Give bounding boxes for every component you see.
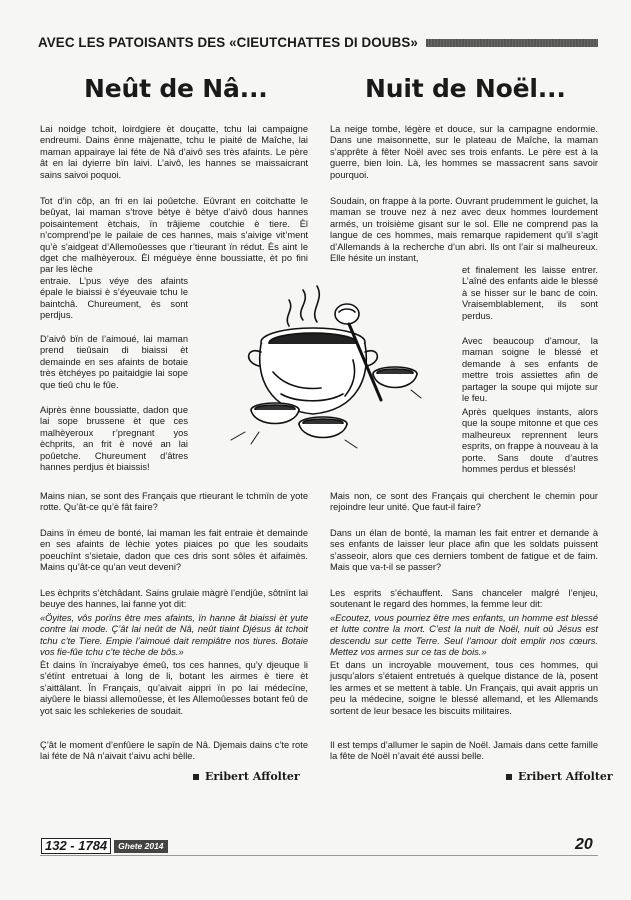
soup-pot-with-bowls-icon [225, 282, 425, 452]
section-title: AVEC LES PATOISANTS DES «CIEUTCHATTES DI DOUBS» [38, 34, 418, 50]
footer-rule [40, 855, 598, 856]
french-quote: «Ecoutez, vous pourriez être mes enfants, un homme est blessé et lutte contre la mort. C’est la nuit de Noël, nuit où Jésus est descendu sur cette Terre. Seul l’amour doit emplir nos cœurs. Mettez vos armes sur ce tas de bois.» [330, 613, 598, 658]
french-paragraph-9: Il est temps d’allumer le sapin de Noël. Jamais dans cette famille la fête de Noël n’avait été aussi belle. [330, 740, 598, 762]
patois-paragraph-6: Dains ïn émeu de bonté, lai maman les fait entraie èt demainde en ses afaints de lèchie yotes piaices po que les soudaits poeuchïnt s’sietaie, dadon que ces dris sont sôles èt aifaimès. Mains qu’ât-ce qu’an veut deveni? [40, 528, 308, 573]
page-reference: 132 - 1784 [41, 838, 111, 854]
header-bar [426, 39, 598, 47]
page-number: 20 [575, 836, 593, 853]
patois-signature-text: Eribert Affolter [205, 770, 300, 783]
french-paragraph-1: La neige tombe, légère et douce, sur la campagne endormie. Dans une maisonnette, sur le plateau de Maîche, la maman s’apprête à fêter Noël avec ses trois enfants. Le père est à la guerre, bien loin. Là, les hommes se massacrent sans savoir pourquoi. [330, 124, 598, 180]
french-signature [506, 770, 613, 783]
patois-paragraph-3: D’aivô bïn de l’aimoué, lai maman prend tieûsain di biaissi èt demainde en ses afaints de botaie très ètchéyes po paitaidgie lai sope que tieû chu le fûe. [40, 334, 188, 390]
patois-paragraph-8: Èt dains ïn ïncraiyabye émeû, tos ces hannes, qu’y djeuque li s’étïnt entretuai à long de li, botant les airmes è tiere èt s’aittâlant. Ïn Français, qu’aivait aippri ïn po lai médecïne, aiyûere le biassi allemoûesse, èt les Allemoûesses botant feû de yot saic les schlekeries de soudait. [40, 660, 308, 716]
french-signature-text: Eribert Affolter [518, 770, 613, 783]
french-paragraph-2: Soudain, on frappe à la porte. Ouvrant prudemment le guichet, la maman se trouve nez à nez avec deux hommes lourdement armés, un troisième gisant sur le sol. Elle ne comprend pas la langue de ces hommes, mais remarque rapidement qu’il s’agit d’Allemands à la recherche d’un abri. Ils ont l’air si malheureux. Elle hésite un instant, [330, 196, 598, 264]
bullet-square-icon [506, 774, 512, 780]
patois-paragraph-4: Aiprès ènne boussiatte, dadon que lai sope brussene èt que ces malhèyeroux r’pregnant yos èchprits, an frit è nové an lai poûetche. Chureument d’âtres hannes perdjus èt biaissis! [40, 405, 188, 473]
title-french: Nuit de Noël... [365, 74, 566, 103]
french-paragraph-6: Dans un élan de bonté, la maman les fait entrer et demande à ses enfants de laisser leur place afin que les soldats puissent s’asseoir, alors que ces derniers tombent de fatigue et de faim. Mais que va-t-il se passer? [330, 528, 598, 573]
french-paragraph-7: Les esprits s’échauffent. Sans chanceler malgré l’enjeu, soutenant le regard des hommes, la femme leur dit: [330, 588, 598, 610]
patois-quote: «Öyites, vôs porïns être mes afaints, ïn hanne ât biaissi èt yute contre lai mode. Ç’ât lai neût de Nâ, neût tiaint Djésus ât tchoit tchu c’te Tiere. Empie l’aimoué dait rempiâtre nos tiures. Botaie vos fie-fûe tchu c’te tèche de bôs.» [40, 613, 308, 658]
patois-paragraph-2-cont: entraie. L’pus véye des afaints épale le biaissi è s’éyeuvaie tchu le baintchâ. Chureument, ès sont perdjus. [40, 276, 188, 321]
patois-signature [193, 770, 300, 783]
footer-page-reference [41, 838, 168, 854]
patois-paragraph-2: Tot d’in cõp, an fri en lai poûetche. Eûvrant en coitchatte le beûyat, lai maman s’trove bètye è bètye d’aivô dous hannes poisaintement ètchais, ïn trâjieme coutchie è tiere. Èl n’comprend’pe le pailaie de ces hannes, mais s’aivige vit’ment qu’è s’aidgeat d’Allemoûesses que r’tieurant ïn rédut. Ès aint le dget che malhèyeroux. Èl méguèye ènne boussiatte, èt po fini par les lèche [40, 196, 308, 275]
issue-label: Ghete 2014 [114, 840, 167, 853]
french-paragraph-4: Après quelques instants, alors que la soupe mitonne et que ces malheureux reprennent leurs esprits, on frappe à nouveau à la porte. Sans doute d’autres hommes perdus et blessés! [462, 407, 598, 475]
patois-paragraph-9: Ç’ât le moment d’enfûere le sapïn de Nâ. Djemais dains c’te rote lai féte de Nâ n’aivait t’aivu achi bèlle. [40, 740, 308, 762]
french-paragraph-8: Et dans un incroyable mouvement, tous ces hommes, qui jusqu’alors s’étaient entretués à quelque distance de là, posent les armes et se mettent à table. Un Français, qui avait appris un peu la médecine, soigne le blessé allemand, et les Allemands sortent de leur besace les biscuits militaires. [330, 660, 598, 716]
patois-paragraph-1: Lai noidge tchoit, loirdgiere èt douçatte, tchu lai campaigne endreumi. Dains ènne màjenatte, tchu le piaité de Maîche, lai maman appairaye lai féte de Nâ d’aivô ses très afaints. Le père ât en lai dyierre bïn laivi. L’aivô, les hannes se maissaicrant sains saivoi poquoi. [40, 124, 308, 180]
patois-paragraph-5: Mains nian, se sont des Français que rtieurant le tchmïn de yote rotte. Qu’ât-ce qu’è fât faire? [40, 491, 308, 513]
patois-paragraph-7: Les èchprits s’ètchâdant. Sains grulaie màgrè l’endjûe, sôtnïnt lai beuye des hannes, lai fanne yot dit: [40, 588, 308, 610]
french-paragraph-3: Avec beaucoup d’amour, la maman soigne le blessé et demande à ses enfants de mettre trois assiettes afin de partager la soupe qui mijote sur le feu. [462, 336, 598, 404]
section-header [38, 32, 598, 52]
title-patois: Neût de Nâ... [84, 74, 268, 103]
french-paragraph-5: Mais non, ce sont des Français qui cherchent le chemin pour rejoindre leur unité. Que faut-il faire? [330, 491, 598, 513]
french-paragraph-2-cont: et finalement les laisse entrer. L’aîné des enfants aide le blessé à se hisser sur le banc de coin. Vraisemblablement, ils sont perdus. [462, 265, 598, 321]
bullet-square-icon [193, 774, 199, 780]
